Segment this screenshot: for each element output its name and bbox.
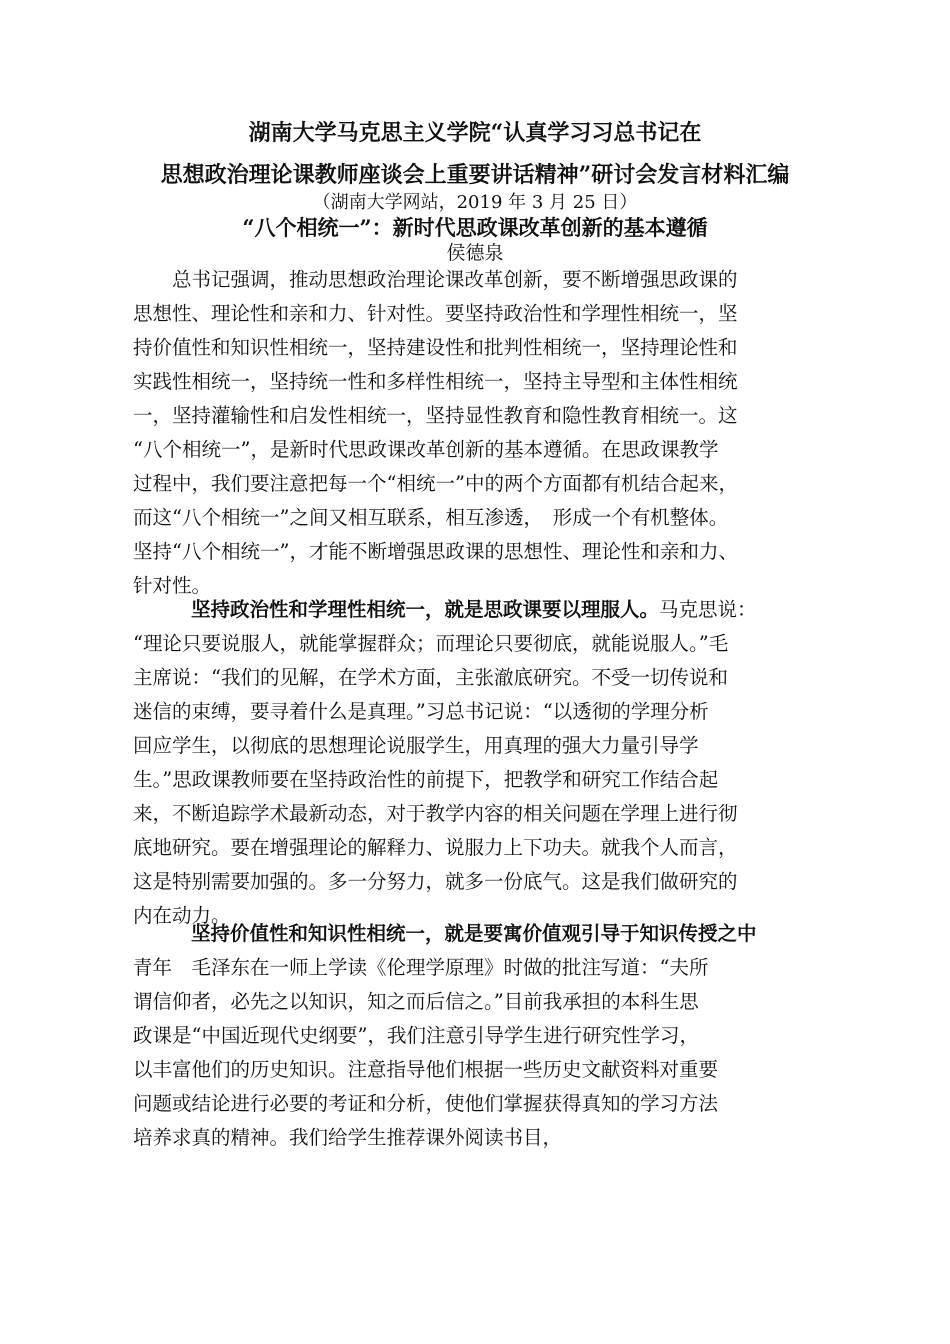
text-line xyxy=(133,917,833,951)
article-title: “八个相统一”：新时代思政课改革创新的基本遵循 xyxy=(242,215,708,240)
paragraph-political-academic xyxy=(133,593,833,933)
text-line: 内在动力。 xyxy=(133,904,231,927)
text-line: 回应学生，以彻底的思想理论说服学生，用真理的强大力量引导学 xyxy=(133,734,699,757)
text-line: 底地研究。要在增强理论的解释力、说服力上下功夫。就我个人而言， xyxy=(133,836,738,859)
text-line: 青年 毛泽东在一师上学读《伦理学原理》时做的批注写道：“夫所 xyxy=(133,956,709,979)
text-line: 思想性、理论性和亲和力、针对性。要坚持政治性和学理性相统一，坚 xyxy=(133,302,738,325)
text-line: “理论只要说服人，就能掌握群众；而理论只要彻底，就能说服人。”毛 xyxy=(133,632,729,655)
text-line: 主席说：“我们的见解，在学术方面，主张澈底研究。不受一切传说和 xyxy=(133,666,728,689)
heading-continuation: 马克思说： xyxy=(659,598,757,621)
text-line: 针对性。 xyxy=(133,574,212,597)
text-line: 培养求真的精神。我们给学生推荐课外阅读书目， xyxy=(133,1126,563,1149)
text-line: 一，坚持灌输性和启发性相统一，坚持显性教育和隐性教育相统一。这 xyxy=(133,404,738,427)
text-line: 持价值性和知识性相统一，坚持建设性和批判性相统一，坚持理论性和 xyxy=(133,336,738,359)
section-heading: 坚持价值性和知识性相统一，就是要寓价值观引导于知识传授之中 xyxy=(191,922,757,945)
text-line: 过程中，我们要注意把每一个“相统一”中的两个方面都有机结合起来， xyxy=(133,472,738,495)
text-line: “八个相统一”，是新时代思政课改革创新的基本遵循。在思政课教学 xyxy=(133,438,719,461)
text-line: 这是特别需要加强的。多一分努力，就多一份底气。这是我们做研究的 xyxy=(133,870,738,893)
text-line: 来，不断追踪学术最新动态，对于教学内容的相关问题在学理上进行彻 xyxy=(133,802,738,825)
text-line: 生。”思政课教师要在坚持政治性的前提下，把教学和研究工作结合起 xyxy=(133,768,719,791)
text-line: 坚持“八个相统一”，才能不断增强思政课的思想性、理论性和亲和力、 xyxy=(133,540,738,563)
author-name: 侯德泉 xyxy=(446,242,504,264)
document-title-line-1: 湖南大学马克思主义学院“认真学习习总书记在 xyxy=(248,120,702,146)
text-line: 政课是“中国近现代史纲要”，我们注意引导学生进行研究性学习， xyxy=(133,1024,699,1047)
text-line: 实践性相统一，坚持统一性和多样性相统一，坚持主导型和主体性相统 xyxy=(133,370,738,393)
paragraph-intro xyxy=(133,263,833,603)
text-line: 谓信仰者，必先之以知识，知之而后信之。”目前我承担的本科生思 xyxy=(133,990,699,1013)
text-line: 而这“八个相统一”之间又相互联系，相互渗透， 形成一个有机整体。 xyxy=(133,506,729,529)
text-line: 以丰富他们的历史知识。注意指导他们根据一些历史文献资料对重要 xyxy=(133,1058,719,1081)
text-line: 问题或结论进行必要的考证和分析，使他们掌握获得真知的学习方法 xyxy=(133,1092,719,1115)
section-heading: 坚持政治性和学理性相统一，就是思政课要以理服人。 xyxy=(191,598,660,621)
text-line: 迷信的束缚，要寻着什么是真理。”习总书记说：“以透彻的学理分析 xyxy=(133,700,709,723)
paragraph-value-knowledge xyxy=(133,917,833,1155)
text-line xyxy=(133,593,833,627)
text-line: 总书记强调，推动思想政治理论课改革创新，要不断增强思政课的 xyxy=(133,268,738,291)
source-date: （湖南大学网站，2019 年 3 月 25 日） xyxy=(312,192,638,213)
document-title-line-2: 思想政治理论课教师座谈会上重要讲话精神”研讨会发言材料汇编 xyxy=(160,162,790,188)
